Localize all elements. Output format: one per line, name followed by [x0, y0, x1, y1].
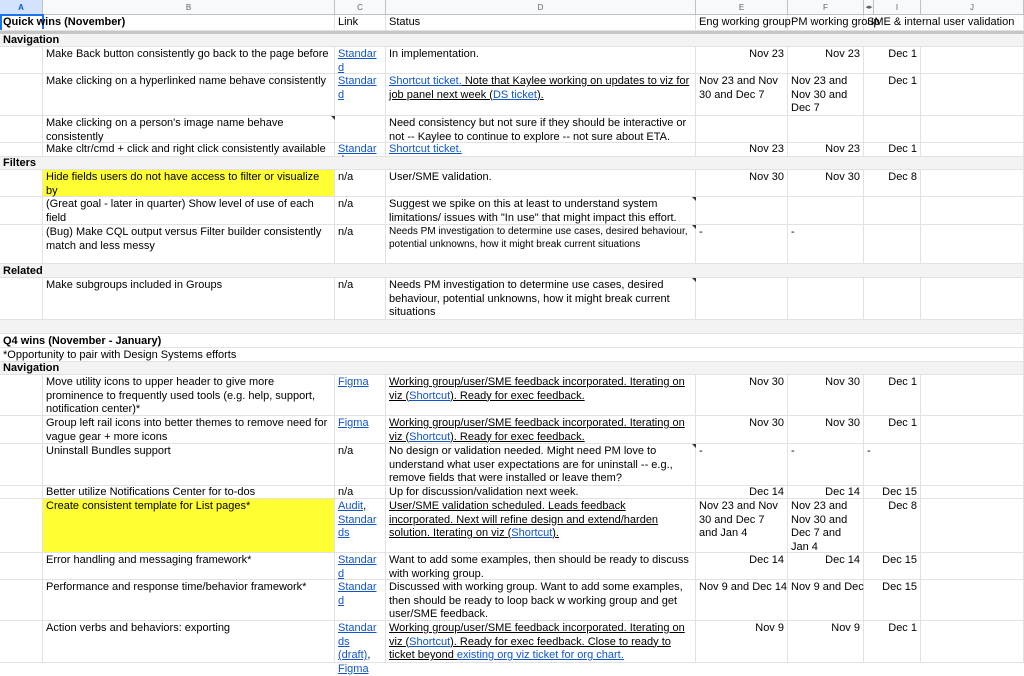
- column-header-i[interactable]: I: [874, 0, 921, 15]
- status-cell[interactable]: Shortcut ticket.: [386, 143, 696, 157]
- cell[interactable]: [921, 553, 1024, 580]
- link-separator: ,: [367, 649, 371, 661]
- link-cell[interactable]: n/a: [335, 444, 386, 486]
- pm-date-cell[interactable]: Nov 23 and Nov 30 and Dec 7: [788, 74, 864, 116]
- eng-date-cell[interactable]: Dec 14: [696, 486, 788, 499]
- pm-date-cell[interactable]: Nov 30: [788, 375, 864, 416]
- link-cell[interactable]: Figma: [335, 375, 386, 416]
- task-cell[interactable]: Move utility icons to upper header to give more prominence to frequently used tools (e.g. help, support, notification center)*: [43, 375, 335, 416]
- pm-date-cell[interactable]: [788, 197, 864, 225]
- link-cell[interactable]: Standard: [335, 580, 386, 621]
- sme-date-cell[interactable]: Dec 8: [864, 499, 921, 553]
- cell[interactable]: [921, 143, 1024, 157]
- column-header-e[interactable]: E: [696, 0, 788, 15]
- cell[interactable]: [0, 416, 43, 444]
- status-cell[interactable]: Needs PM investigation to determine use cases, desired behaviour, potential unknowns, how it might break current situations: [386, 278, 696, 320]
- sme-date-cell[interactable]: [864, 116, 921, 143]
- status-cell[interactable]: Needs PM investigation to determine use cases, desired behaviour, potential unknowns, how it might break current situations: [386, 225, 696, 264]
- cell[interactable]: [0, 170, 43, 197]
- pm-date-cell[interactable]: Dec 14: [788, 553, 864, 580]
- cell[interactable]: [921, 225, 1024, 264]
- eng-date-cell[interactable]: Nov 23 and Nov 30 and Dec 7: [696, 74, 788, 116]
- column-header-d[interactable]: D: [386, 0, 696, 15]
- shortcut-link[interactable]: Shortcut: [409, 430, 451, 443]
- cell[interactable]: [0, 116, 43, 143]
- cell-header-link[interactable]: Link: [335, 15, 386, 31]
- cell-header-eng[interactable]: Eng working group: [696, 15, 788, 31]
- pm-date-cell[interactable]: [788, 278, 864, 320]
- status-cell[interactable]: [386, 74, 696, 116]
- status-cell[interactable]: Need consistency but not sure if they should be interactive or not -- Kaylee to continue to explore -- not sure about ETA.: [386, 116, 696, 143]
- cell[interactable]: [921, 580, 1024, 621]
- cell[interactable]: [921, 486, 1024, 499]
- cell-header-title[interactable]: Quick wins (November): [0, 15, 335, 31]
- shortcut-link[interactable]: Shortcut: [409, 389, 451, 402]
- eng-date-cell[interactable]: Nov 23: [696, 143, 788, 157]
- eng-date-cell[interactable]: Nov 23: [696, 47, 788, 74]
- comment-indicator[interactable]: [692, 197, 696, 201]
- column-header-a[interactable]: A: [0, 0, 43, 15]
- task-cell-highlighted[interactable]: Hide fields users do not have access to filter or visualize by: [43, 170, 335, 197]
- pm-date-cell[interactable]: Dec 14: [788, 486, 864, 499]
- cell[interactable]: [0, 143, 43, 157]
- cell[interactable]: [921, 278, 1024, 320]
- eng-date-cell[interactable]: Dec 14: [696, 553, 788, 580]
- task-cell[interactable]: Make subgroups included in Groups: [43, 278, 335, 320]
- column-header-f[interactable]: F: [788, 0, 864, 15]
- sme-date-cell[interactable]: -: [864, 444, 921, 486]
- pm-date-cell[interactable]: Nov 30: [788, 170, 864, 197]
- sme-date-cell[interactable]: Dec 8: [864, 170, 921, 197]
- cell[interactable]: [0, 444, 43, 486]
- pm-date-cell[interactable]: Nov 23 and Nov 30 and Dec 7 and Jan 4: [788, 499, 864, 553]
- shortcut-ticket-link[interactable]: Shortcut ticket.: [389, 75, 462, 87]
- comment-indicator[interactable]: [331, 116, 335, 120]
- sme-date-cell[interactable]: [864, 225, 921, 264]
- cell[interactable]: [0, 197, 43, 225]
- section-related[interactable]: Related: [0, 264, 1024, 278]
- status-cell[interactable]: Discussed with working group. Want to add some examples, then should be ready to loop back w working group and get user/SME feedback.: [386, 580, 696, 621]
- status-cell[interactable]: Up for discussion/validation next week.: [386, 486, 696, 499]
- task-cell[interactable]: (Great goal - later in quarter) Show level of use of each field: [43, 197, 335, 225]
- comment-indicator[interactable]: [692, 444, 696, 448]
- cell[interactable]: [921, 74, 1024, 116]
- link-cell[interactable]: n/a: [335, 225, 386, 264]
- task-cell[interactable]: Make Back button consistently go back to the page before: [43, 47, 335, 74]
- org-viz-ticket-link[interactable]: existing org viz ticket for org chart.: [456, 649, 624, 661]
- task-cell[interactable]: Make clicking on a person's image name behave consistently: [43, 116, 335, 143]
- empty-row[interactable]: [0, 320, 1024, 334]
- cell-header-pm[interactable]: PM working group: [788, 15, 864, 31]
- eng-date-cell[interactable]: [696, 116, 788, 143]
- comment-indicator[interactable]: [692, 225, 696, 229]
- column-header-b[interactable]: B: [43, 0, 335, 15]
- section-navigation[interactable]: Navigation: [0, 34, 1024, 47]
- eng-date-cell[interactable]: -: [696, 444, 788, 486]
- pm-date-cell[interactable]: [788, 116, 864, 143]
- status-text: Working group/user/SME feedback incorporated. Iterating on viz (: [389, 622, 685, 648]
- cell[interactable]: [0, 499, 43, 553]
- link-cell[interactable]: n/a: [335, 278, 386, 320]
- link-cell[interactable]: Standard: [335, 553, 386, 580]
- cell[interactable]: [0, 553, 43, 580]
- link-cell[interactable]: n/a: [335, 486, 386, 499]
- eng-date-cell[interactable]: [696, 197, 788, 225]
- sme-date-cell[interactable]: [864, 197, 921, 225]
- status-text: ).: [536, 88, 544, 101]
- sme-date-cell[interactable]: Dec 15: [864, 486, 921, 499]
- pm-date-cell[interactable]: Nov 23: [788, 47, 864, 74]
- status-cell[interactable]: [386, 499, 696, 553]
- status-text: ).: [552, 527, 559, 539]
- status-cell[interactable]: [386, 621, 696, 663]
- eng-date-cell[interactable]: Nov 30: [696, 170, 788, 197]
- status-text: Working group/user/SME feedback incorporated. Iterating on viz (: [389, 417, 685, 443]
- sme-date-cell[interactable]: Dec 1: [864, 143, 921, 157]
- sme-date-cell[interactable]: Dec 1: [864, 416, 921, 444]
- link-separator: ,: [363, 500, 367, 512]
- cell[interactable]: [0, 580, 43, 621]
- cell[interactable]: [921, 444, 1024, 486]
- section-filters[interactable]: Filters: [0, 157, 1024, 170]
- cell[interactable]: [921, 621, 1024, 663]
- task-cell-highlighted[interactable]: Create consistent template for List pages*: [43, 499, 335, 553]
- cell[interactable]: [921, 375, 1024, 416]
- status-text: ). Ready for exec feedback.: [450, 389, 585, 402]
- task-cell[interactable]: Better utilize Notifications Center for to-dos: [43, 486, 335, 499]
- status-cell[interactable]: No design or validation needed. Might need PM love to understand what user expectations are for uninstall -- e.g., remove fields that were installed or leave them?: [386, 444, 696, 486]
- link-cell[interactable]: Standard: [335, 74, 386, 116]
- link-cell[interactable]: n/a: [335, 170, 386, 197]
- section-navigation-q4[interactable]: Navigation: [0, 362, 1024, 375]
- pm-date-cell[interactable]: -: [788, 444, 864, 486]
- cell[interactable]: [0, 621, 43, 663]
- link-cell[interactable]: [335, 499, 386, 553]
- sme-date-cell[interactable]: Dec 15: [864, 580, 921, 621]
- pm-date-cell[interactable]: -: [788, 225, 864, 264]
- ds-ticket-link[interactable]: DS ticket: [492, 88, 537, 101]
- cell[interactable]: [921, 416, 1024, 444]
- status-cell[interactable]: [386, 375, 696, 416]
- sme-date-cell[interactable]: Dec 1: [864, 47, 921, 74]
- status-text: Note that Kaylee working on updates to viz for job panel next week (: [389, 75, 690, 101]
- shortcut-link[interactable]: Shortcut: [511, 527, 553, 539]
- cell[interactable]: [921, 499, 1024, 553]
- task-cell[interactable]: Make cltr/cmd + click and right click consistently available: [43, 143, 335, 157]
- status-text: Working group/user/SME feedback incorporated. Iterating on viz (: [389, 376, 685, 402]
- eng-date-cell[interactable]: Nov 23 and Nov 30 and Dec 7 and Jan 4: [696, 499, 788, 553]
- status-text: ). Ready for exec feedback.: [450, 430, 585, 443]
- pm-date-cell[interactable]: Nov 30: [788, 416, 864, 444]
- pm-date-cell[interactable]: Nov 9 and Dec: [788, 580, 864, 621]
- cell[interactable]: [921, 170, 1024, 197]
- hidden-columns-toggle[interactable]: ◂ ▸: [864, 0, 874, 15]
- eng-date-cell[interactable]: Nov 9 and Dec 14: [696, 580, 788, 621]
- cell[interactable]: [0, 486, 43, 499]
- cell[interactable]: [0, 74, 43, 116]
- status-cell[interactable]: [386, 416, 696, 444]
- cell[interactable]: [921, 47, 1024, 74]
- shortcut-link[interactable]: Shortcut: [409, 635, 451, 648]
- link-cell[interactable]: [335, 621, 386, 675]
- standards-draft-link[interactable]: Standards (draft): [338, 622, 377, 661]
- task-cell[interactable]: Group left rail icons into better themes to remove need for vague gear + more icons: [43, 416, 335, 444]
- figma-link[interactable]: Figma: [338, 662, 369, 675]
- section-q4-wins[interactable]: Q4 wins (November - January): [0, 334, 1024, 348]
- eng-date-cell[interactable]: Nov 30: [696, 375, 788, 416]
- comment-indicator[interactable]: [692, 278, 696, 282]
- cell[interactable]: [0, 278, 43, 320]
- column-header-c[interactable]: C: [335, 0, 386, 15]
- status-text: User/SME validation scheduled. Leads feedback incorporated. Next will refine design and extend/harden solution. Iterating on viz (: [389, 500, 659, 539]
- status-cell[interactable]: Want to add some examples, then should be ready to discuss with working group.: [386, 553, 696, 580]
- sme-date-cell[interactable]: [864, 278, 921, 320]
- sme-date-cell[interactable]: Dec 1: [864, 74, 921, 116]
- link-cell[interactable]: Figma: [335, 416, 386, 444]
- task-cell[interactable]: Performance and response time/behavior framework*: [43, 580, 335, 621]
- eng-date-cell[interactable]: -: [696, 225, 788, 264]
- link-cell[interactable]: n/a: [335, 197, 386, 225]
- sme-date-cell[interactable]: Dec 1: [864, 375, 921, 416]
- status-cell[interactable]: User/SME validation.: [386, 170, 696, 197]
- cell-header-sme[interactable]: SME & internal user validation: [864, 15, 1024, 31]
- pm-date-cell[interactable]: Nov 23: [788, 143, 864, 157]
- sme-date-cell[interactable]: Dec 1: [864, 621, 921, 663]
- status-cell[interactable]: In implementation.: [386, 47, 696, 74]
- status-text: ). Ready for exec feedback. Close to ready to ticket beyond: [389, 635, 671, 661]
- status-cell[interactable]: Suggest we spike on this at least to understand system limitations/ issues with "In use" that might impact this effort.: [386, 197, 696, 225]
- cell[interactable]: [0, 47, 43, 74]
- column-header-j[interactable]: J: [921, 0, 1024, 15]
- link-cell[interactable]: [335, 116, 386, 143]
- eng-date-cell[interactable]: [696, 278, 788, 320]
- eng-date-cell[interactable]: Nov 9: [696, 621, 788, 663]
- link-cell[interactable]: Standard: [335, 47, 386, 74]
- task-cell[interactable]: Make clicking on a hyperlinked name behave consistently: [43, 74, 335, 116]
- cell[interactable]: [0, 225, 43, 264]
- audit-link[interactable]: Audit: [338, 500, 364, 512]
- cell[interactable]: [921, 197, 1024, 225]
- link-cell[interactable]: Standar: [335, 143, 386, 157]
- pm-date-cell[interactable]: Nov 9: [788, 621, 864, 663]
- sme-date-cell[interactable]: Dec 15: [864, 553, 921, 580]
- cell[interactable]: [921, 116, 1024, 143]
- task-cell[interactable]: Error handling and messaging framework*: [43, 553, 335, 580]
- task-cell[interactable]: Action verbs and behaviors: exporting: [43, 621, 335, 663]
- eng-date-cell[interactable]: Nov 30: [696, 416, 788, 444]
- q4-note[interactable]: *Opportunity to pair with Design Systems efforts: [0, 348, 1024, 362]
- standards-link[interactable]: Standards: [338, 513, 377, 539]
- cell[interactable]: [0, 375, 43, 416]
- task-cell[interactable]: Uninstall Bundles support: [43, 444, 335, 486]
- cell-header-status[interactable]: Status: [386, 15, 696, 31]
- task-cell[interactable]: (Bug) Make CQL output versus Filter builder consistently match and less messy: [43, 225, 335, 264]
